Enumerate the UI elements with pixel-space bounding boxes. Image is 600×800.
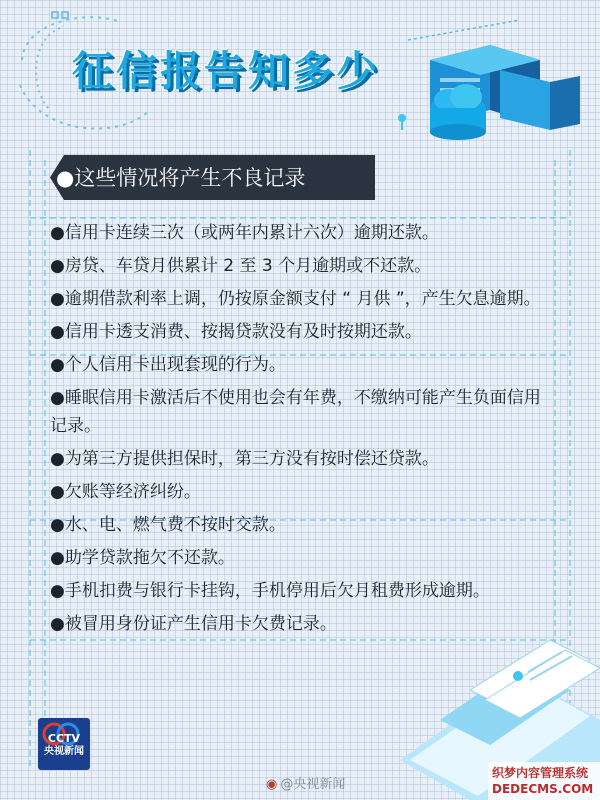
list-item: ●手机扣费与银行卡挂钩，手机停用后欠月租费形成逾期。	[50, 581, 490, 601]
list-item: ●信用卡连续三次（或两年内累计六次）逾期还款。	[50, 223, 439, 243]
section-heading: ●这些情况将产生不良记录	[56, 166, 306, 190]
list-item: ●为第三方提供担保时，第三方没有按时偿还贷款。	[50, 449, 439, 469]
cctv-logo-name: CCTV	[47, 732, 81, 745]
weibo-handle: @央视新闻	[280, 777, 346, 792]
list-item: ●被冒用身份证产生信用卡欠费记录。	[50, 614, 337, 634]
list-item: ●欠账等经济纠纷。	[50, 482, 201, 502]
watermark-line-1: 织梦内容管理系统	[492, 766, 589, 780]
list-item: ●房贷、车贷月供累计 2 至 3 个月逾期或不还款。	[50, 256, 432, 276]
list-item: ●信用卡透支消费、按揭贷款没有及时按期还款。	[50, 322, 422, 342]
weibo-credit[interactable]	[266, 773, 345, 792]
watermark-line-2: DEDECMS.COM	[492, 782, 594, 796]
page-title: 征信报告知多少	[72, 47, 380, 95]
decorative-squares	[52, 12, 68, 18]
list-item: ●水、电、燃气费不按时交款。	[50, 515, 286, 535]
list-item: ●睡眠信用卡激活后不使用也会有年费，不缴纳可能产生负面信用记录。	[50, 388, 541, 436]
cloud-icon	[430, 84, 486, 140]
list-item: ●逾期借款利率上调，仍按原金额支付 “ 月供 ”，产生欠息逾期。	[50, 289, 541, 309]
server-illustration-icon	[398, 20, 580, 130]
cctv-logo-label: 央视新闻	[44, 746, 84, 757]
list-item: ●个人信用卡出现套现的行为。	[50, 355, 286, 375]
bad-record-list	[50, 219, 548, 643]
weibo-icon: ◉	[266, 777, 278, 792]
list-item: ●助学贷款拖欠不还款。	[50, 548, 235, 568]
